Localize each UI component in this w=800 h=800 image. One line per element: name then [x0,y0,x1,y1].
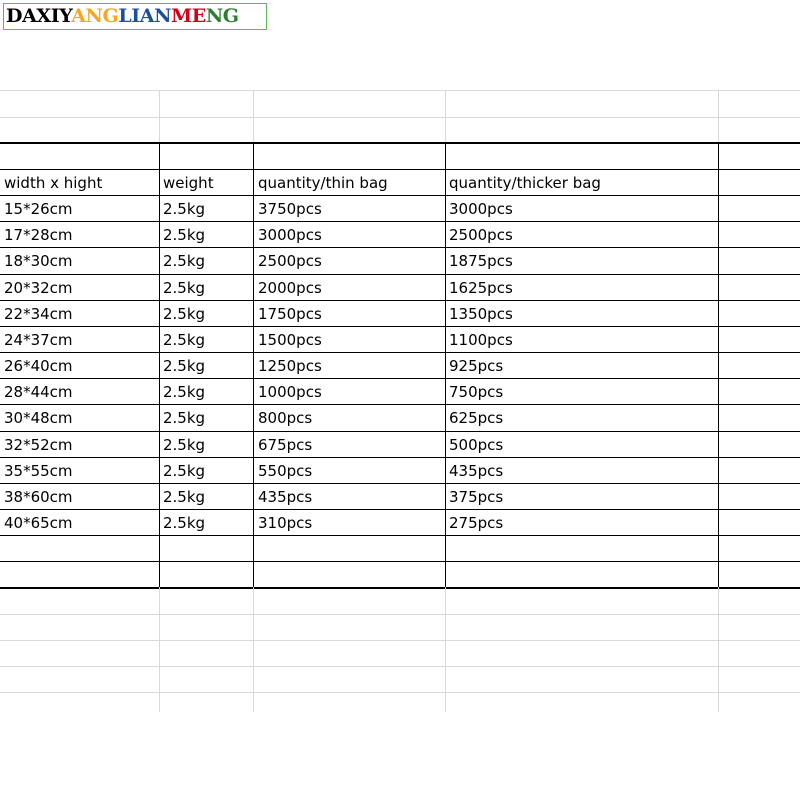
logo-segment: ME [171,5,206,27]
table-cell[interactable]: 2.5kg [163,357,206,375]
table-cell[interactable]: 2500pcs [258,252,322,270]
table-cell[interactable]: 435pcs [258,488,313,506]
logo-segment: DAXIY [6,5,72,27]
table-cell[interactable]: 1100pcs [449,331,513,349]
table-cell[interactable]: 2.5kg [163,279,206,297]
table-cell[interactable]: 625pcs [449,409,504,427]
table-cell[interactable]: 2.5kg [163,409,206,427]
table-cell[interactable]: 750pcs [449,383,504,401]
table-cell[interactable]: 38*60cm [4,488,73,506]
table-cell[interactable]: 375pcs [449,488,504,506]
table-cell[interactable]: 800pcs [258,409,313,427]
grid-col-line [445,142,446,587]
table-cell[interactable]: 1750pcs [258,305,322,323]
grid-row-line [0,509,800,510]
table-cell[interactable]: 1625pcs [449,279,513,297]
table-cell[interactable]: 2.5kg [163,383,206,401]
table-cell[interactable]: 2.5kg [163,514,206,532]
table-cell[interactable]: 275pcs [449,514,504,532]
table-cell[interactable]: 17*28cm [4,226,73,244]
table-cell[interactable]: 30*48cm [4,409,73,427]
grid-row-line [0,640,800,641]
table-cell[interactable]: 22*34cm [4,305,73,323]
brand-logo [3,3,267,30]
table-cell[interactable]: 550pcs [258,462,313,480]
grid-row-line [0,169,800,170]
table-cell[interactable]: 28*44cm [4,383,73,401]
grid-row-line [0,614,800,615]
grid-col-line [718,587,719,712]
logo-segment: NG [205,5,239,27]
grid-row-line [0,666,800,667]
table-cell[interactable]: 3000pcs [258,226,322,244]
table-cell[interactable]: 2500pcs [449,226,513,244]
table-cell[interactable]: 24*37cm [4,331,73,349]
table-cell[interactable]: 2.5kg [163,462,206,480]
table-header-cell[interactable]: width x hight [4,174,103,192]
grid-col-line [445,90,446,142]
table-cell[interactable]: 675pcs [258,436,313,454]
table-header-cell[interactable]: quantity/thin bag [258,174,388,192]
table-cell[interactable]: 500pcs [449,436,504,454]
table-cell[interactable]: 1000pcs [258,383,322,401]
table-cell[interactable]: 1350pcs [449,305,513,323]
grid-col-line [253,90,254,142]
table-cell[interactable]: 20*32cm [4,279,73,297]
table-cell[interactable]: 925pcs [449,357,504,375]
grid-row-line [0,247,800,248]
grid-col-line [718,142,719,587]
table-cell[interactable]: 35*55cm [4,462,73,480]
table-cell[interactable]: 2.5kg [163,331,206,349]
grid-row-line [0,195,800,196]
table-cell[interactable]: 2.5kg [163,252,206,270]
grid-col-line [718,90,719,142]
grid-row-line [0,535,800,536]
table-cell[interactable]: 18*30cm [4,252,73,270]
grid-row-line [0,352,800,353]
table-cell[interactable]: 2.5kg [163,305,206,323]
grid-row-line [0,431,800,432]
table-cell[interactable]: 1875pcs [449,252,513,270]
grid-col-line [159,587,160,712]
grid-col-line [445,587,446,712]
table-cell[interactable]: 2000pcs [258,279,322,297]
table-cell[interactable]: 40*65cm [4,514,73,532]
grid-row-line [0,587,800,589]
grid-row-line [0,90,800,91]
table-cell[interactable]: 2.5kg [163,226,206,244]
table-cell[interactable]: 26*40cm [4,357,73,375]
grid-row-line [0,378,800,379]
grid-row-line [0,274,800,275]
grid-col-line [159,90,160,142]
grid-row-line [0,457,800,458]
grid-row-line [0,326,800,327]
logo-segment: ANG [71,5,119,27]
table-cell[interactable]: 1500pcs [258,331,322,349]
grid-row-line [0,300,800,301]
grid-row-line [0,692,800,693]
grid-col-line [253,587,254,712]
table-cell[interactable]: 310pcs [258,514,313,532]
table-cell[interactable]: 2.5kg [163,436,206,454]
table-header-cell[interactable]: weight [163,174,214,192]
table-cell[interactable]: 1250pcs [258,357,322,375]
table-cell[interactable]: 2.5kg [163,200,206,218]
grid-col-line [253,142,254,587]
table-cell[interactable]: 435pcs [449,462,504,480]
logo-segment: LIAN [118,5,172,27]
grid-row-line [0,142,800,144]
table-cell[interactable]: 3000pcs [449,200,513,218]
table-cell[interactable]: 3750pcs [258,200,322,218]
grid-row-line [0,483,800,484]
grid-row-line [0,404,800,405]
table-cell[interactable]: 2.5kg [163,488,206,506]
table-cell[interactable]: 32*52cm [4,436,73,454]
grid-row-line [0,561,800,562]
grid-col-line [159,142,160,587]
grid-row-line [0,117,800,118]
table-header-cell[interactable]: quantity/thicker bag [449,174,601,192]
grid-row-line [0,221,800,222]
table-cell[interactable]: 15*26cm [4,200,73,218]
